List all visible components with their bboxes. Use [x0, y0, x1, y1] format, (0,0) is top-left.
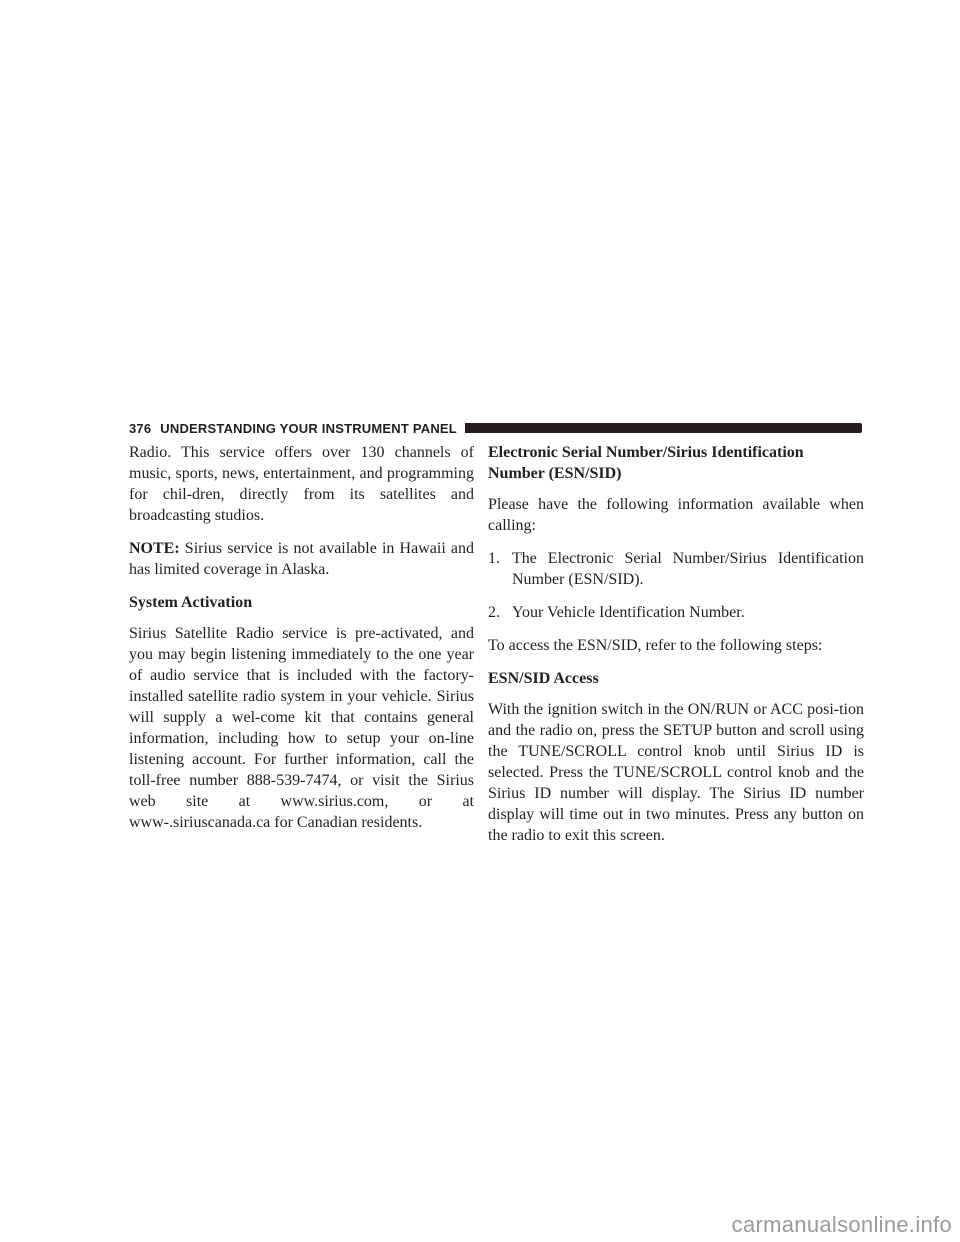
paragraph-system-activation: Sirius Satellite Radio service is pre-activated, and you may begin listening immediately to the one year of audio service that is included with the factory-installed satellite radio system in your vehicle. Sirius will supply a wel-come kit that contains general information, including how to setup your on-line listening account. For further information, call the toll-free number 888-539-7474, or visit the Sirius web site at www.sirius.com, or at www-.siriuscanada.ca for Canadian residents.: [129, 625, 474, 831]
list-item: [488, 602, 864, 623]
header-rule: [465, 423, 862, 433]
list-item: [488, 548, 864, 590]
section-title: UNDERSTANDING YOUR INSTRUMENT PANEL: [160, 420, 457, 436]
paragraph-steps-intro: To access the ESN/SID, refer to the following steps:: [488, 637, 823, 654]
heading-esn-sid-access: ESN/SID Access: [488, 670, 599, 687]
note-paragraph: [129, 538, 474, 580]
left-column: [129, 442, 474, 845]
page-number: 376: [129, 420, 152, 436]
heading-system-activation: System Activation: [129, 594, 253, 611]
list-item-number: 1.: [488, 550, 500, 567]
list-item-text: Your Vehicle Identification Number.: [512, 604, 745, 621]
note-text: Sirius service is not available in Hawaii and has limited coverage in Alaska.: [129, 540, 474, 578]
list-item-text: The Electronic Serial Number/Sirius Identification Number (ESN/SID).: [512, 550, 864, 588]
paragraph-radio-service: Radio. This service offers over 130 channels of music, sports, news, entertainment, and programming for chil-dren, directly from its satellites and broadcasting studios.: [129, 444, 474, 524]
note-label: NOTE:: [129, 540, 180, 557]
right-column: [488, 442, 864, 858]
paragraph-esn-sid-access: With the ignition switch in the ON/RUN or ACC posi-tion and the radio on, press the SETUP button and scroll using the TUNE/SCROLL control knob until Sirius ID is selected. Press the TUNE/SCROLL control knob and the Sirius ID number will display. The Sirius ID number display will time out in two minutes. Press any button on the radio to exit this screen.: [488, 701, 864, 844]
paragraph-info-needed: Please have the following information available when calling:: [488, 496, 864, 534]
list-item-number: 2.: [488, 604, 500, 621]
page-header: [129, 418, 862, 438]
watermark: carmanualsonline.info: [731, 1212, 952, 1237]
heading-esn-sid: Electronic Serial Number/Sirius Identification Number (ESN/SID): [488, 444, 804, 482]
